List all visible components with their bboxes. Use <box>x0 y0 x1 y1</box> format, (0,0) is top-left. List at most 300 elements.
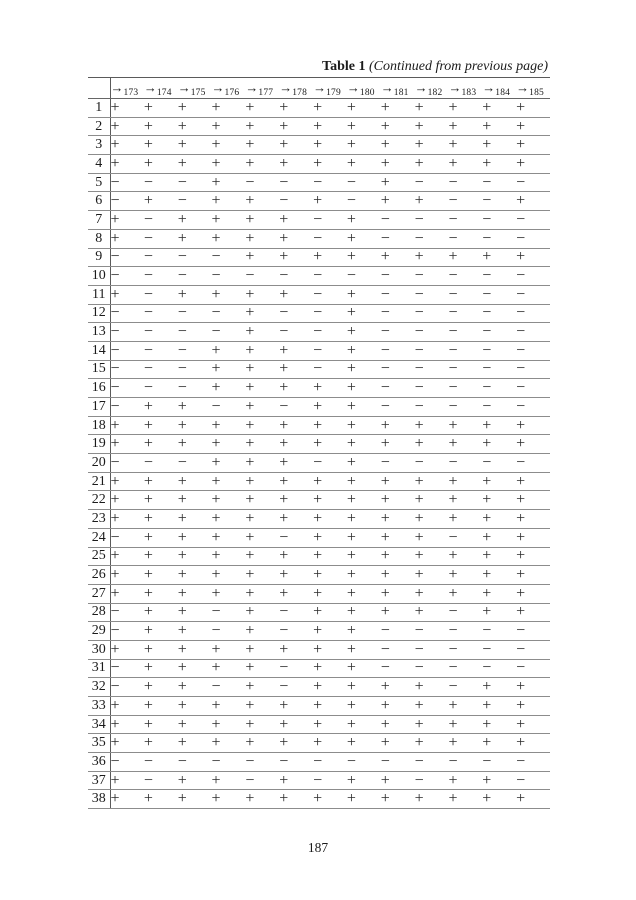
cell-value: + <box>313 398 347 417</box>
cell-value: + <box>516 99 550 118</box>
cell-value: + <box>212 566 246 585</box>
cell-value: + <box>482 117 516 136</box>
table-row <box>88 435 550 454</box>
cell-value: + <box>448 155 482 174</box>
cell-value: + <box>448 472 482 491</box>
column-header: $\to_{185}$ <box>516 78 550 99</box>
cell-value: + <box>313 491 347 510</box>
cell-value: + <box>212 285 246 304</box>
cell-value: + <box>415 491 449 510</box>
cell-value: − <box>516 323 550 342</box>
cell-value: − <box>516 454 550 473</box>
row-number: 26 <box>88 566 110 585</box>
cell-value: − <box>313 285 347 304</box>
column-header: $\to_{183}$ <box>448 78 482 99</box>
cell-value: − <box>110 341 144 360</box>
table-row <box>88 510 550 529</box>
cell-value: + <box>178 678 212 697</box>
cell-value: + <box>110 734 144 753</box>
cell-value: − <box>178 379 212 398</box>
cell-value: + <box>245 248 279 267</box>
cell-value: + <box>347 379 381 398</box>
cell-value: − <box>212 678 246 697</box>
cell-value: + <box>313 678 347 697</box>
cell-value: + <box>245 229 279 248</box>
cell-value: + <box>448 734 482 753</box>
cell-value: + <box>482 435 516 454</box>
cell-value: − <box>482 192 516 211</box>
cell-value: + <box>381 99 415 118</box>
cell-value: + <box>516 603 550 622</box>
cell-value: + <box>415 715 449 734</box>
cell-value: − <box>144 771 178 790</box>
cell-value: + <box>178 622 212 641</box>
cell-value: + <box>279 248 313 267</box>
cell-value: + <box>381 678 415 697</box>
table-body <box>88 99 550 809</box>
cell-value: − <box>212 267 246 286</box>
cell-value: − <box>347 753 381 772</box>
cell-value: + <box>313 248 347 267</box>
cell-value: + <box>110 155 144 174</box>
row-number: 38 <box>88 790 110 809</box>
cell-value: − <box>178 323 212 342</box>
cell-value: + <box>313 99 347 118</box>
cell-value: + <box>313 640 347 659</box>
cell-value: + <box>212 715 246 734</box>
arrow-icon: → <box>482 80 496 95</box>
cell-value: − <box>482 211 516 230</box>
cell-value: − <box>415 454 449 473</box>
cell-value: + <box>313 697 347 716</box>
cell-value: + <box>347 790 381 809</box>
arrow-icon: → <box>346 80 360 95</box>
cell-value: + <box>110 715 144 734</box>
row-number: 33 <box>88 697 110 716</box>
cell-value: + <box>110 640 144 659</box>
cell-value: − <box>144 753 178 772</box>
cell-value: + <box>313 192 347 211</box>
cell-value: − <box>381 267 415 286</box>
cell-value: + <box>144 566 178 585</box>
cell-value: − <box>212 248 246 267</box>
cell-value: + <box>245 584 279 603</box>
row-number: 20 <box>88 454 110 473</box>
cell-value: − <box>381 341 415 360</box>
cell-value: − <box>144 267 178 286</box>
cell-value: + <box>245 211 279 230</box>
cell-value: − <box>313 454 347 473</box>
cell-value: + <box>381 547 415 566</box>
cell-value: − <box>178 248 212 267</box>
cell-value: + <box>448 697 482 716</box>
cell-value: + <box>178 136 212 155</box>
cell-value: + <box>482 510 516 529</box>
cell-value: + <box>212 379 246 398</box>
cell-value: + <box>347 547 381 566</box>
cell-value: + <box>212 528 246 547</box>
table-row <box>88 323 550 342</box>
table-caption-label: Table 1 <box>322 59 366 74</box>
cell-value: + <box>482 603 516 622</box>
cell-value: + <box>347 771 381 790</box>
table-row <box>88 678 550 697</box>
cell-value: + <box>381 472 415 491</box>
cell-value: + <box>245 379 279 398</box>
cell-value: + <box>516 472 550 491</box>
cell-value: + <box>178 398 212 417</box>
cell-value: + <box>245 603 279 622</box>
cell-value: + <box>178 99 212 118</box>
cell-value: + <box>279 790 313 809</box>
table-row <box>88 416 550 435</box>
cell-value: + <box>279 360 313 379</box>
cell-value: − <box>279 173 313 192</box>
cell-value: + <box>212 697 246 716</box>
cell-value: − <box>144 173 178 192</box>
cell-value: + <box>279 211 313 230</box>
cell-value: + <box>144 640 178 659</box>
cell-value: − <box>516 622 550 641</box>
cell-value: − <box>178 753 212 772</box>
cell-value: + <box>313 622 347 641</box>
cell-value: + <box>245 155 279 174</box>
cell-value: − <box>144 248 178 267</box>
cell-value: + <box>482 566 516 585</box>
cell-value: + <box>178 416 212 435</box>
row-number: 37 <box>88 771 110 790</box>
cell-value: − <box>516 341 550 360</box>
cell-value: + <box>347 248 381 267</box>
cell-value: + <box>347 584 381 603</box>
cell-value: + <box>212 211 246 230</box>
cell-value: + <box>516 192 550 211</box>
cell-value: + <box>415 547 449 566</box>
cell-value: + <box>516 790 550 809</box>
cell-value: + <box>381 771 415 790</box>
cell-value: + <box>482 416 516 435</box>
cell-value: + <box>212 117 246 136</box>
cell-value: + <box>415 472 449 491</box>
cell-value: − <box>110 622 144 641</box>
cell-value: − <box>415 173 449 192</box>
cell-value: + <box>381 603 415 622</box>
cell-value: − <box>178 360 212 379</box>
cell-value: + <box>212 136 246 155</box>
cell-value: − <box>347 267 381 286</box>
cell-value: + <box>347 566 381 585</box>
cell-value: + <box>516 117 550 136</box>
cell-value: + <box>279 435 313 454</box>
cell-value: + <box>245 117 279 136</box>
cell-value: + <box>245 285 279 304</box>
column-header: $\to_{174}$ <box>144 78 178 99</box>
row-number: 13 <box>88 323 110 342</box>
cell-value: − <box>415 304 449 323</box>
table-row <box>88 155 550 174</box>
cell-value: − <box>415 622 449 641</box>
cell-value: + <box>110 136 144 155</box>
cell-value: − <box>516 379 550 398</box>
cell-value: + <box>245 697 279 716</box>
cell-value: − <box>516 640 550 659</box>
cell-value: + <box>279 99 313 118</box>
cell-value: − <box>482 360 516 379</box>
cell-value: + <box>144 472 178 491</box>
cell-value: + <box>381 416 415 435</box>
cell-value: + <box>144 491 178 510</box>
cell-value: + <box>381 734 415 753</box>
cell-value: + <box>347 416 381 435</box>
page-number: 187 <box>307 840 329 855</box>
cell-value: − <box>448 528 482 547</box>
arrow-icon: → <box>414 80 428 95</box>
row-number: 4 <box>88 155 110 174</box>
cell-value: + <box>415 790 449 809</box>
cell-value: + <box>381 697 415 716</box>
cell-value: + <box>516 566 550 585</box>
cell-value: + <box>144 790 178 809</box>
cell-value: + <box>516 416 550 435</box>
row-number: 9 <box>88 248 110 267</box>
cell-value: + <box>516 697 550 716</box>
cell-value: − <box>381 753 415 772</box>
cell-value: + <box>347 285 381 304</box>
table-row <box>88 715 550 734</box>
cell-value: + <box>212 472 246 491</box>
cell-value: − <box>110 603 144 622</box>
cell-value: − <box>448 267 482 286</box>
table-row <box>88 454 550 473</box>
cell-value: − <box>279 753 313 772</box>
cell-value: − <box>110 323 144 342</box>
cell-value: + <box>212 173 246 192</box>
cell-value: + <box>245 341 279 360</box>
row-number: 7 <box>88 211 110 230</box>
cell-value: + <box>110 584 144 603</box>
row-number: 3 <box>88 136 110 155</box>
cell-value: + <box>381 510 415 529</box>
cell-value: + <box>448 715 482 734</box>
cell-value: + <box>144 99 178 118</box>
cell-value: + <box>178 790 212 809</box>
cell-value: − <box>279 192 313 211</box>
cell-value: + <box>381 566 415 585</box>
cell-value: + <box>313 566 347 585</box>
cell-value: + <box>347 360 381 379</box>
cell-value: + <box>144 715 178 734</box>
cell-value: + <box>516 136 550 155</box>
cell-value: + <box>110 117 144 136</box>
cell-value: − <box>313 341 347 360</box>
cell-value: − <box>279 528 313 547</box>
cell-value: − <box>448 398 482 417</box>
table-row <box>88 547 550 566</box>
row-number: 35 <box>88 734 110 753</box>
cell-value: + <box>178 285 212 304</box>
cell-value: + <box>381 192 415 211</box>
row-number: 32 <box>88 678 110 697</box>
cell-value: − <box>279 398 313 417</box>
cell-value: − <box>415 267 449 286</box>
cell-value: − <box>448 659 482 678</box>
cell-value: + <box>110 566 144 585</box>
cell-value: + <box>279 584 313 603</box>
cell-value: − <box>448 640 482 659</box>
cell-value: + <box>245 640 279 659</box>
arrow-icon: → <box>516 80 530 95</box>
row-number: 30 <box>88 640 110 659</box>
cell-value: + <box>110 472 144 491</box>
cell-value: − <box>482 622 516 641</box>
cell-value: + <box>415 528 449 547</box>
cell-value: + <box>279 771 313 790</box>
table-row <box>88 622 550 641</box>
row-number: 31 <box>88 659 110 678</box>
cell-value: + <box>144 603 178 622</box>
column-header: $\to_{176}$ <box>212 78 246 99</box>
cell-value: − <box>110 454 144 473</box>
cell-value: − <box>381 659 415 678</box>
cell-value: − <box>279 304 313 323</box>
row-number: 29 <box>88 622 110 641</box>
table-row <box>88 771 550 790</box>
cell-value: + <box>110 211 144 230</box>
cell-value: + <box>313 136 347 155</box>
cell-value: + <box>279 117 313 136</box>
column-header: $\to_{178}$ <box>279 78 313 99</box>
cell-value: − <box>313 771 347 790</box>
cell-value: + <box>448 790 482 809</box>
table-row <box>88 753 550 772</box>
cell-value: + <box>212 435 246 454</box>
cell-value: + <box>448 248 482 267</box>
cell-value: − <box>482 341 516 360</box>
cell-value: + <box>110 99 144 118</box>
cell-value: + <box>245 547 279 566</box>
cell-value: − <box>279 323 313 342</box>
cell-value: + <box>313 117 347 136</box>
cell-value: + <box>347 510 381 529</box>
cell-value: + <box>347 603 381 622</box>
cell-value: − <box>415 229 449 248</box>
row-number: 36 <box>88 753 110 772</box>
cell-value: − <box>415 753 449 772</box>
cell-value: + <box>448 99 482 118</box>
cell-value: − <box>279 622 313 641</box>
cell-value: + <box>482 248 516 267</box>
cell-value: + <box>347 435 381 454</box>
cell-value: + <box>279 155 313 174</box>
column-header: $\to_{179}$ <box>313 78 347 99</box>
cell-value: + <box>245 659 279 678</box>
table-row <box>88 379 550 398</box>
cell-value: − <box>347 192 381 211</box>
cell-value: + <box>313 584 347 603</box>
cell-value: + <box>110 510 144 529</box>
cell-value: − <box>482 304 516 323</box>
cell-value: − <box>448 753 482 772</box>
cell-value: + <box>313 472 347 491</box>
row-number: 14 <box>88 341 110 360</box>
table-row <box>88 285 550 304</box>
cell-value: − <box>110 753 144 772</box>
cell-value: + <box>178 491 212 510</box>
cell-value: + <box>245 435 279 454</box>
row-number: 17 <box>88 398 110 417</box>
cell-value: + <box>279 640 313 659</box>
cell-value: + <box>415 510 449 529</box>
cell-value: + <box>279 566 313 585</box>
table-row <box>88 304 550 323</box>
cell-value: + <box>347 99 381 118</box>
table-row <box>88 341 550 360</box>
cell-value: − <box>516 771 550 790</box>
cell-value: + <box>516 435 550 454</box>
cell-value: + <box>516 547 550 566</box>
cell-value: + <box>313 510 347 529</box>
cell-value: + <box>415 584 449 603</box>
cell-value: + <box>178 771 212 790</box>
cell-value: + <box>144 659 178 678</box>
cell-value: + <box>347 640 381 659</box>
cell-value: − <box>415 659 449 678</box>
cell-value: + <box>212 510 246 529</box>
arrow-icon: → <box>279 80 293 95</box>
cell-value: − <box>381 622 415 641</box>
row-number: 34 <box>88 715 110 734</box>
table-row <box>88 659 550 678</box>
cell-value: + <box>415 99 449 118</box>
cell-value: + <box>415 566 449 585</box>
cell-value: + <box>347 715 381 734</box>
cell-value: + <box>178 117 212 136</box>
cell-value: + <box>482 472 516 491</box>
cell-value: + <box>279 697 313 716</box>
cell-value: − <box>482 454 516 473</box>
cell-value: + <box>245 678 279 697</box>
cell-value: − <box>144 379 178 398</box>
cell-value: + <box>448 566 482 585</box>
cell-value: + <box>212 491 246 510</box>
cell-value: + <box>347 454 381 473</box>
cell-value: − <box>415 323 449 342</box>
cell-value: + <box>347 659 381 678</box>
row-number: 25 <box>88 547 110 566</box>
cell-value: + <box>144 678 178 697</box>
cell-value: + <box>245 622 279 641</box>
cell-value: − <box>482 659 516 678</box>
cell-value: − <box>110 304 144 323</box>
cell-value: + <box>448 491 482 510</box>
table-row <box>88 229 550 248</box>
table-row <box>88 734 550 753</box>
row-number: 5 <box>88 173 110 192</box>
table-row <box>88 398 550 417</box>
cell-value: + <box>279 285 313 304</box>
cell-value: − <box>381 229 415 248</box>
table-row <box>88 790 550 809</box>
row-number: 27 <box>88 584 110 603</box>
cell-value: + <box>245 790 279 809</box>
cell-value: + <box>212 360 246 379</box>
cell-value: − <box>313 211 347 230</box>
table-row <box>88 173 550 192</box>
cell-value: + <box>144 510 178 529</box>
cell-value: + <box>482 155 516 174</box>
cell-value: − <box>415 379 449 398</box>
cell-value: + <box>245 734 279 753</box>
